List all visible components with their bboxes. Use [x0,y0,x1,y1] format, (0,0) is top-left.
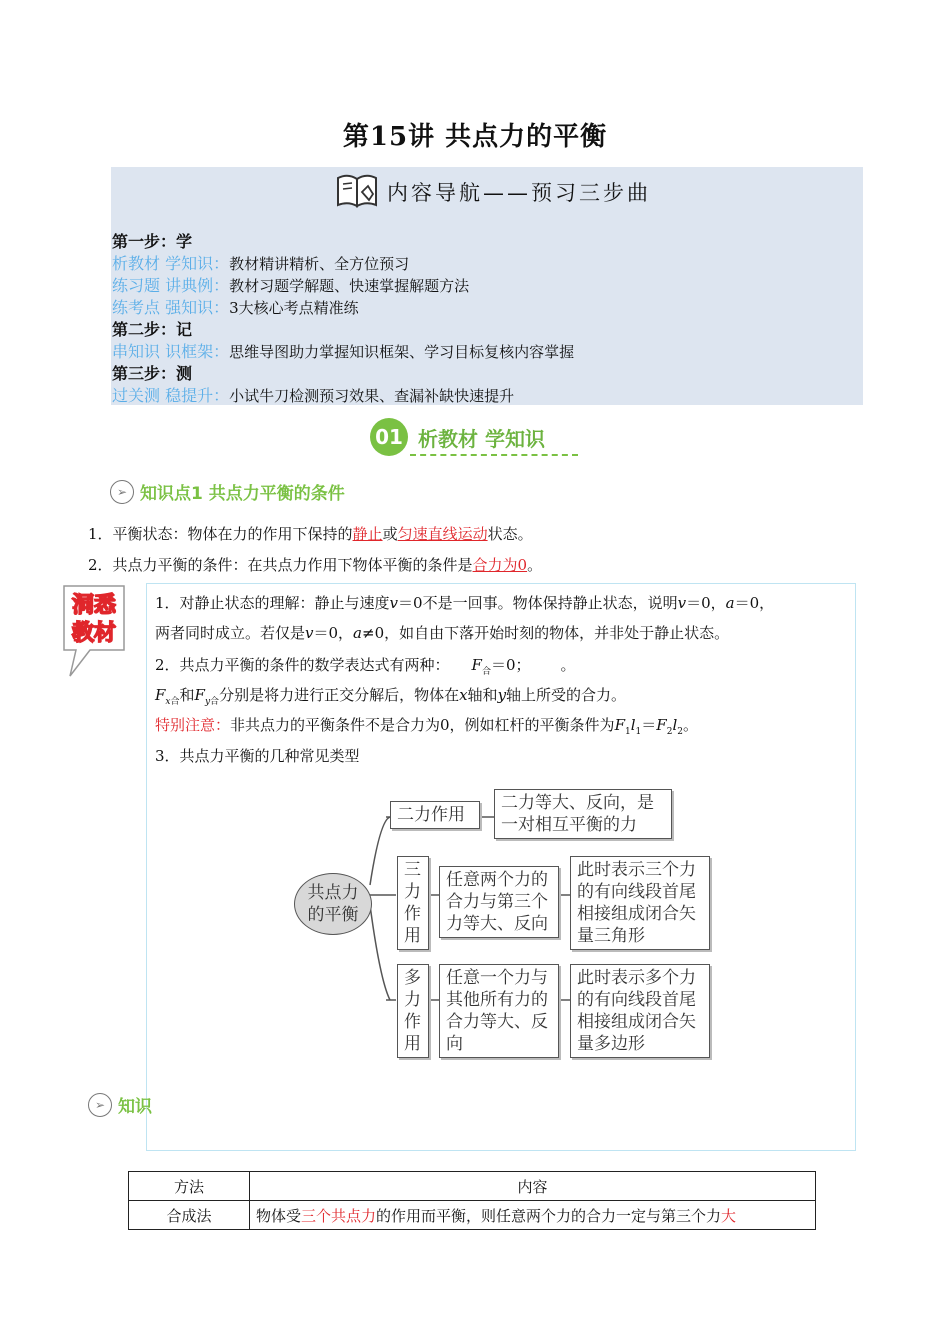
nav-row: 析教材 学知识：教材精讲精析、全方位预习 [112,254,410,273]
mindmap-branch-two-force: 二力作用 [390,801,480,829]
mindmap-three-force-desc: 此时表示三个力的有向线段首尾相接组成闭合矢量三角形 [570,856,710,950]
nav-step1: 第一步：学 [112,232,193,251]
nav-row: 过关测 稳提升：小试牛刀检测预习效果、查漏补缺快速提升 [112,386,515,405]
table-cell-method: 合成法 [129,1201,250,1230]
page-title: 第15讲 共点力的平衡 [342,122,608,152]
nav-row: 串知识 识框架：思维导图助力掌握知识框架、学习目标复核内容掌握 [112,342,575,361]
nav-row: 练考点 强知识：3大核心考点精准练 [112,298,359,317]
section-badge [370,418,545,456]
section-label: 析教材 学知识 [418,426,545,451]
knowledge-point-heading [110,479,345,504]
knowledge-point-2-title: 知识 [118,1097,152,1117]
section-number: 01 [370,418,408,456]
mindmap-multi-force-condition: 任意一个力与其他所有力的合力等大、反向 [439,964,559,1058]
mindmap-three-force-condition: 任意两个力的合力与第三个力等大、反向 [439,866,559,938]
mindmap-two-force-desc: 二力等大、反向，是一对相互平衡的力 [494,789,672,839]
svg-text:教材: 教材 [71,621,117,646]
mindmap-branch-multi-force: 多力作用 [397,964,429,1058]
table-header: 内容 [250,1172,816,1201]
insight-note: 特别注意：非共点力的平衡条件不是合力为0，例如杠杆的平衡条件为$F_1l_1=F_2l_2$。 [155,716,698,737]
table-header: 方法 [129,1172,250,1201]
nav-heading-text: 内容导航——预习三步曲 [387,181,651,205]
table-header-row [129,1172,816,1201]
nav-row: 练习题 讲典例：教材习题学解题、快速掌握解题方法 [112,276,470,295]
table-cell-content: 物体受三个共点力的作用而平衡，则任意两个力的合力一定与第三个力大 [250,1201,816,1230]
table-row [129,1201,816,1230]
kp1-item-1: 1．平衡状态：物体在力的作用下保持的静止或匀速直线运动状态。 [88,525,533,543]
insight-p1: 1．对静止状态的理解：静止与速度v＝0不是一回事。物体保持静止状态，说明v＝0，a＝0， [155,594,775,612]
insight-p3: 2．共点力平衡的条件的数学表达式有两种： $F_合=0$； 。 [155,656,576,677]
knowledge-point-title: 知识点1 共点力平衡的条件 [140,484,345,504]
book-icon [335,170,381,214]
nav-heading [335,170,651,214]
insight-tag [62,584,144,680]
kp1-item-2: 2．共点力平衡的条件：在共点力作用下物体平衡的条件是合力为0。 [88,556,543,574]
method-table [128,1171,816,1230]
mindmap-multi-force-desc: 此时表示多个力的有向线段首尾相接组成闭合矢量多边形 [570,964,710,1058]
arrow-circle-icon: ➢ [88,1093,112,1117]
nav-step3: 第三步：测 [112,364,193,383]
svg-text:洞悉: 洞悉 [71,593,117,618]
section-underline [410,454,578,456]
arrow-circle-icon: ➢ [110,480,134,504]
insight-p2: 两者同时成立。若仅是v＝0，a≠0，如自由下落开始时刻的物体，并非处于静止状态。 [155,624,730,642]
nav-step2: 第二步：记 [112,320,193,339]
knowledge-point-2-heading [88,1092,152,1117]
mindmap-root: 共点力的平衡 [294,873,372,935]
insight-p6: 3．共点力平衡的几种常见类型 [155,747,360,765]
insight-p4: $F_{x合}$和$F_{y合}$分别是将力进行正交分解后，物体在x轴和y轴上所受的合力。 [155,686,627,707]
mindmap-branch-three-force: 三力作用 [397,856,429,950]
